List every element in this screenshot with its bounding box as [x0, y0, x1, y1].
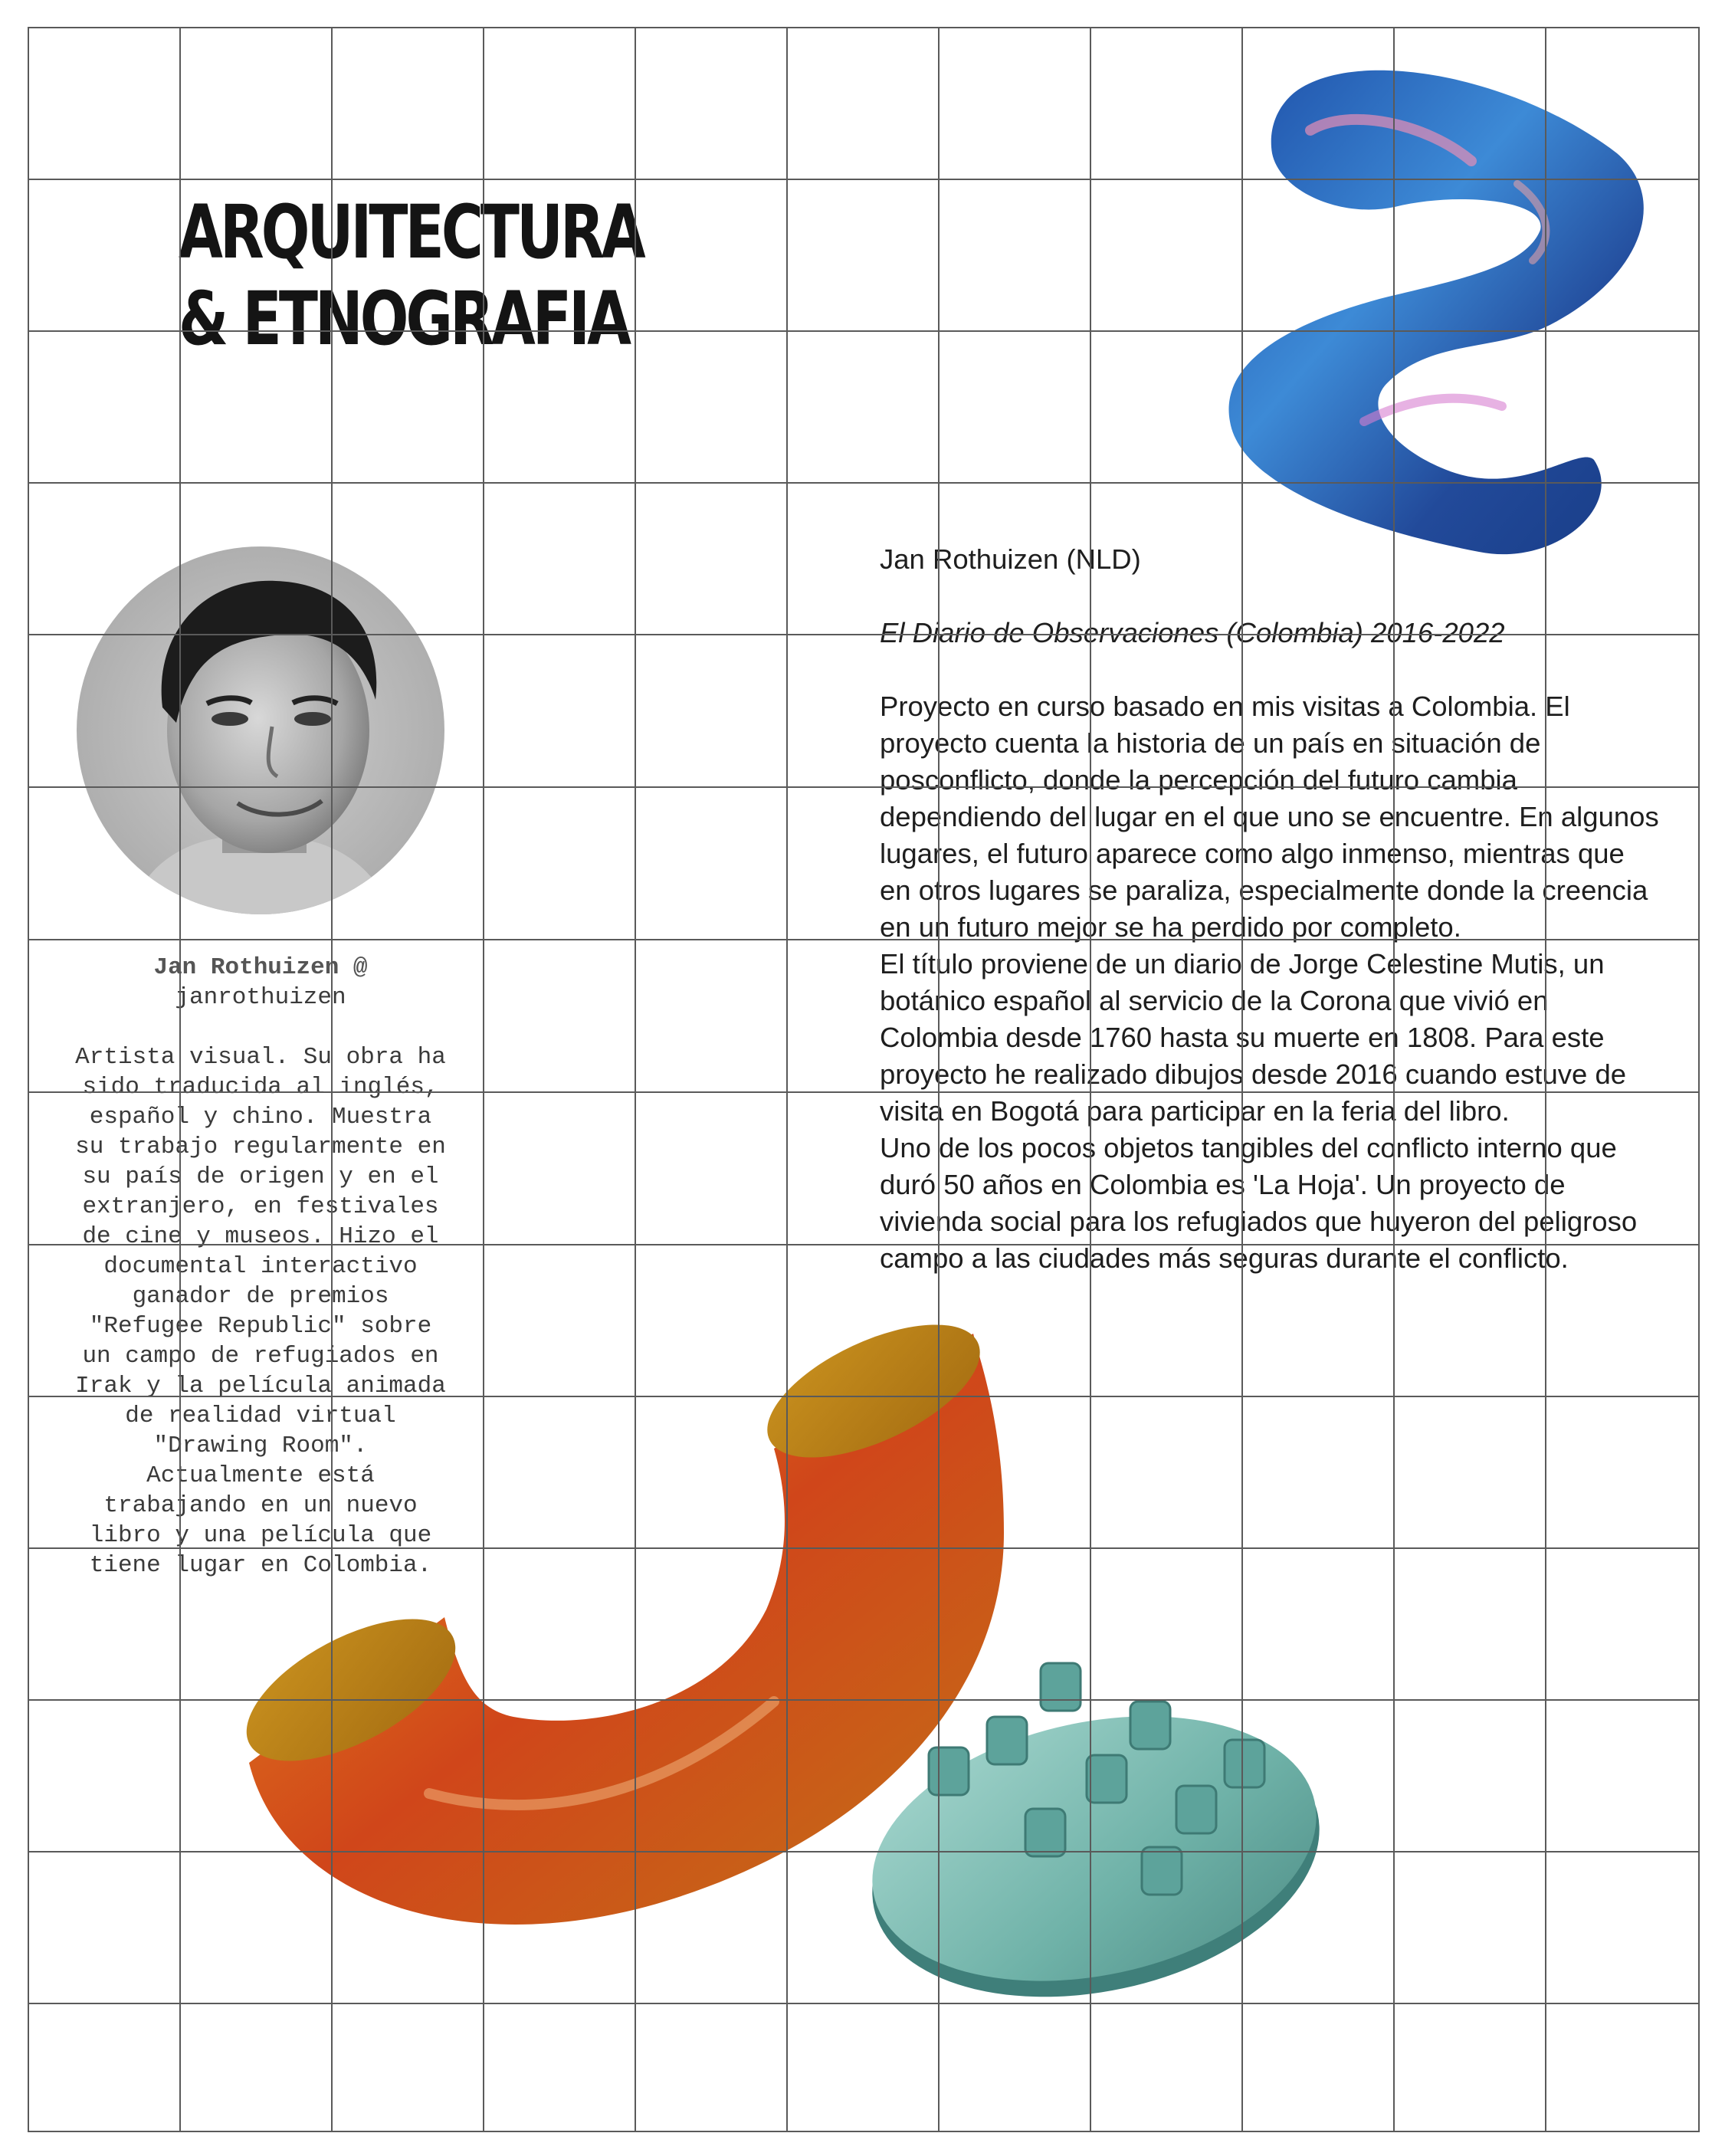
- artist-name: Jan Rothuizen: [153, 954, 339, 981]
- teal-disc-icon: [858, 1648, 1326, 2000]
- heading-line-2: & ETNOGRAFIA: [179, 276, 629, 362]
- heading-line-1: ARQUITECTURA: [179, 189, 643, 275]
- article-author: Jan Rothuizen (NLD): [880, 543, 1141, 575]
- article-paragraph-2: El título proviene de un diario de Jorge Celestine Mutis, un botánico español al servicio de la Corona que vivió en Colombia desde 1760 hasta su muerte en 1808. Para este proyecto he realizado dibujos desde 2016 cuando estuve de visita en Bogotá para participar en la feria del libro.: [880, 948, 1627, 1127]
- page-heading: [179, 189, 774, 369]
- article: [880, 541, 1661, 1277]
- blue-shape-icon: [1226, 61, 1655, 567]
- handle-at-sign: @: [339, 954, 368, 981]
- artist-portrait: [77, 546, 444, 914]
- article-paragraph-1: Proyecto en curso basado en mis visitas a Colombia. El proyecto cuenta la historia de un país en situación de posconflicto, donde la percepción del futuro cambia dependiendo del lugar en el que uno se encuentre. En algunos lugares, el futuro aparece como algo inmenso, mientras que en otros lugares se paraliza, especialmente donde la creencia en un futuro mejor se ha perdido por completo.: [880, 691, 1659, 943]
- artist-handle: janrothuizen: [175, 984, 346, 1011]
- artist-bio-text: Artista visual. Su obra ha sido traducida al inglés, español y chino. Muestra su trabajo regularmente en su país de origen y en el extranjero, en festivales de cine y museos. Hizo el documental interactivo ganador de premios "Refugee Republic" sobre un campo de refugiados en Irak y la película animada de realidad virtual "Drawing Room". Actualmente está trabajando en un nuevo libro y una película que tiene lugar en Colombia.: [75, 1044, 446, 1579]
- article-title: El Diario de Observaciones (Colombia) 2016-2022: [880, 617, 1505, 648]
- article-paragraph-3: Uno de los pocos objetos tangibles del conflicto interno que duró 50 años en Colombia es 'La Hoja'. Un proyecto de vivienda social para los refugiados que huyeron del peligroso campo a las ciudades más seguras durante el conflicto.: [880, 1132, 1638, 1274]
